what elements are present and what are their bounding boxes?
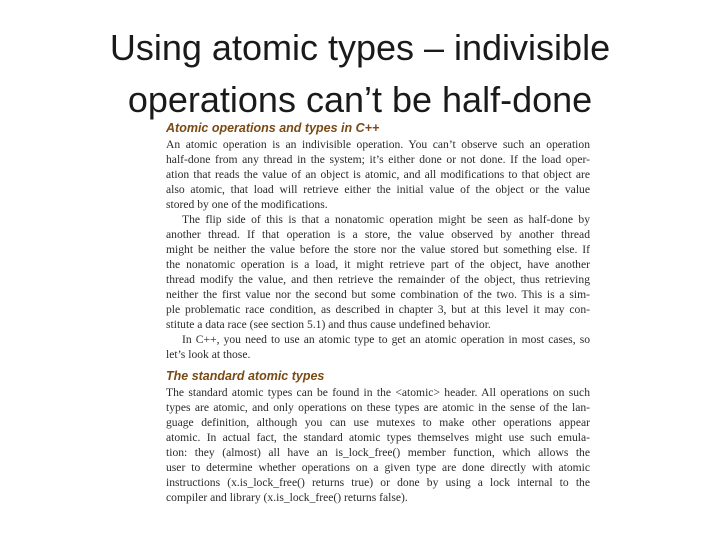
text-line: ation that reads the value of an object is atomic, and all modifications to that object are <box>166 168 590 181</box>
text-line: The flip side of this is that a nonatomic operation might be seen as half-done by <box>182 213 590 226</box>
section-heading-standard-atomic-types: The standard atomic types <box>166 369 325 383</box>
text-line: also atomic, that load will retrieve either the initial value of the object or the value <box>166 183 590 196</box>
text-line: half-done from any thread in the system; it’s either done or not done. If the load oper- <box>166 153 590 166</box>
text-line: atomic. In actual fact, the standard atomic types themselves might use such emula- <box>166 431 590 444</box>
text-line: ple problematic race condition, as described in chapter 3, but at this level it may con- <box>166 303 590 316</box>
text-line: another thread. If that operation is a store, the value observed by another thread <box>166 228 590 241</box>
section-body-atomic-operations <box>166 137 590 362</box>
slide-title <box>0 22 720 126</box>
text-line: might be neither the value before the store nor the value stored but something else. If <box>166 243 590 256</box>
section-body-standard-atomic-types <box>166 385 590 505</box>
slide-title-line-1: Using atomic types – indivisible <box>109 27 611 68</box>
text-line: user to determine whether operations on a given type are done directly with atomic <box>166 461 590 474</box>
text-line: types are atomic, and only operations on these types are atomic in the sense of the lan- <box>166 401 590 414</box>
text-line: instructions (x.is_lock_free() returns true) or done by using a lock internal to the <box>166 476 590 489</box>
section-heading-atomic-operations: Atomic operations and types in C++ <box>166 121 380 135</box>
slide-title-line-2: operations can’t be half-done <box>127 79 593 120</box>
text-line: thread modify the value, and then retrieve the remainder of the object, thus retrieving <box>166 273 590 286</box>
book-excerpt <box>166 120 590 515</box>
text-line: The standard atomic types can be found in the <atomic> header. All operations on such <box>166 386 590 399</box>
text-line: tion: they (almost) all have an is_lock_free() member function, which allows the <box>166 446 590 459</box>
text-line: stored by one of the modifications. <box>166 198 328 211</box>
text-line: guage definition, although you can use mutexes to make other operations appear <box>166 416 590 429</box>
text-line: let’s look at those. <box>166 348 251 361</box>
text-line: the nonatomic operation is a load, it might retrieve part of the object, have another <box>166 258 590 271</box>
text-line: stitute a data race (see section 5.1) and thus cause undefined behavior. <box>166 318 491 331</box>
text-line: In C++, you need to use an atomic type to get an atomic operation in most cases, so <box>182 333 590 346</box>
text-line: compiler and library (x.is_lock_free() returns false). <box>166 491 408 504</box>
text-line: neither the first value nor the second but some combination of the two. This is a sim- <box>166 288 590 301</box>
text-line: An atomic operation is an indivisible operation. You can’t observe such an operation <box>166 138 590 151</box>
